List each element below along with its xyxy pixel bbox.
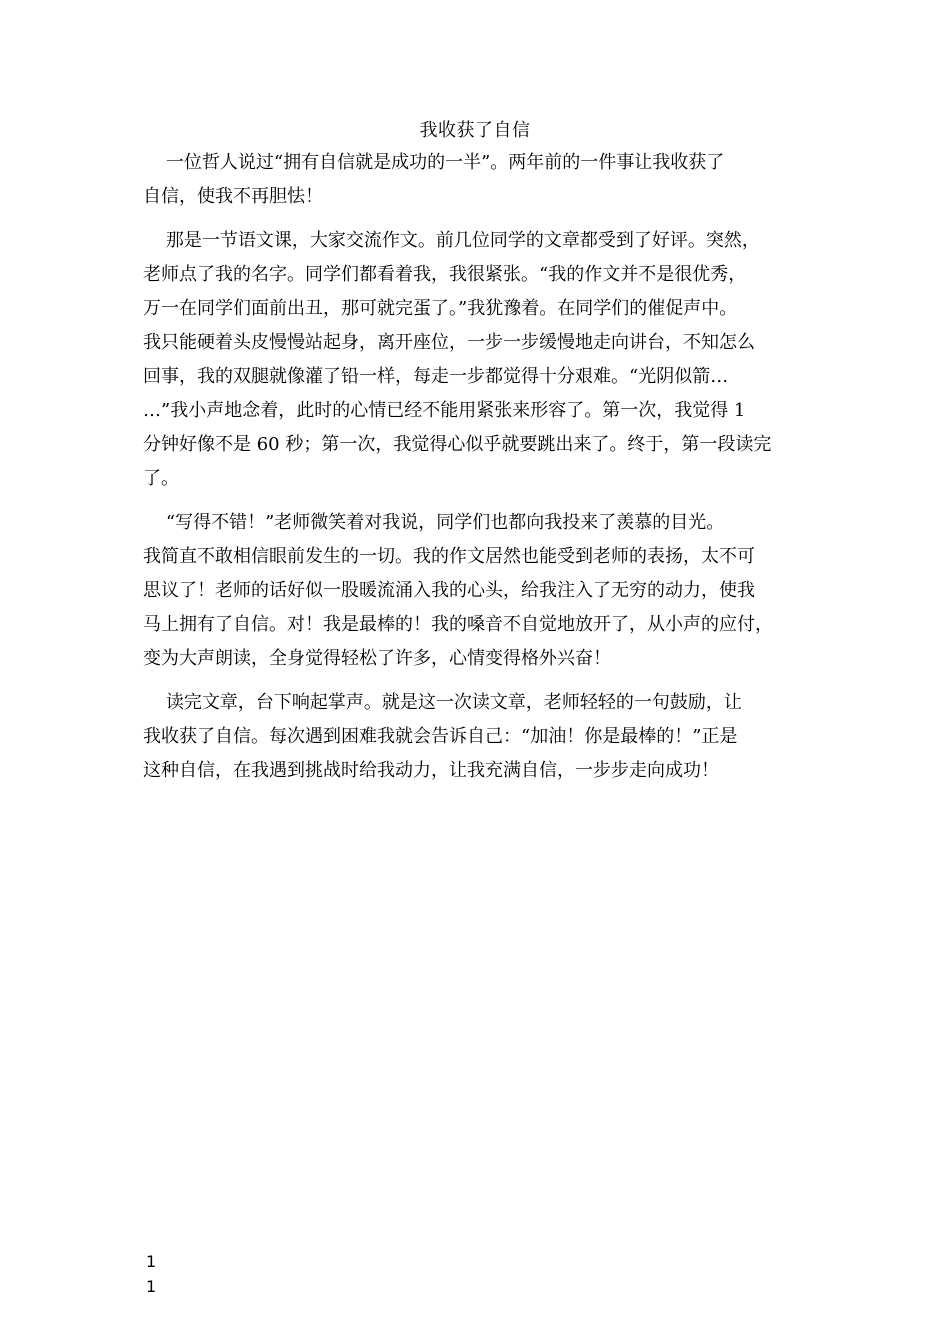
text-line: 我简直不敢相信眼前发生的一切。我的作文居然也能受到老师的表扬，太不可 xyxy=(143,546,755,567)
paragraph-2 xyxy=(143,224,815,496)
text-line: 老师点了我的名字。同学们都看着我，我很紧张。“我的作文并不是很优秀， xyxy=(143,264,747,285)
text-line: 了。 xyxy=(143,468,179,489)
text-line: 思议了！老师的话好似一股暖流涌入我的心头，给我注入了无穷的动力，使我 xyxy=(143,580,755,601)
text-line: 回事，我的双腿就像灌了铅一样，每走一步都觉得十分艰难。“光阴似箭… xyxy=(143,366,729,387)
essay-title: 我收获了自信 xyxy=(419,120,531,141)
page-number-line: 1 xyxy=(146,1277,157,1296)
text-line: 我收获了自信。每次遇到困难我就会告诉自己：“加油！你是最棒的！”正是 xyxy=(143,726,738,747)
paragraph-1 xyxy=(143,146,815,214)
text-line: 马上拥有了自信。对！我是最棒的！我的嗓音不自觉地放开了，从小声的应付， xyxy=(143,614,773,635)
text-line: 自信，使我不再胆怯！ xyxy=(143,186,323,207)
page-number xyxy=(146,1249,156,1299)
text-line: 变为大声朗读，全身觉得轻松了许多，心情变得格外兴奋！ xyxy=(143,648,611,669)
text-line: 读完文章，台下响起掌声。就是这一次读文章，老师轻轻的一句鼓励，让 xyxy=(143,692,742,713)
text-line: …”我小声地念着，此时的心情已经不能用紧张来形容了。第一次，我觉得 1 xyxy=(143,400,746,421)
text-line: 我只能硬着头皮慢慢站起身，离开座位，一步一步缓慢地走向讲台，不知怎么 xyxy=(143,332,755,353)
page-number-line: 1 xyxy=(146,1252,157,1271)
paragraph-3 xyxy=(143,506,815,676)
text-line: 一位哲人说过“拥有自信就是成功的一半”。两年前的一件事让我收获了 xyxy=(143,152,725,173)
text-line: 万一在同学们面前出丑，那可就完蛋了。”我犹豫着。在同学们的催促声中。 xyxy=(143,298,738,319)
text-line: 这种自信，在我遇到挑战时给我动力，让我充满自信，一步步走向成功！ xyxy=(143,760,719,781)
text-line: 那是一节语文课，大家交流作文。前几位同学的文章都受到了好评。突然， xyxy=(143,230,760,251)
paragraph-4 xyxy=(143,686,815,788)
text-line: 分钟好像不是 60 秒；第一次，我觉得心似乎就要跳出来了。终于，第一段读完 xyxy=(143,434,772,455)
text-line: “写得不错！”老师微笑着对我说，同学们也都向我投来了羡慕的目光。 xyxy=(143,512,725,533)
essay-body xyxy=(143,146,815,788)
